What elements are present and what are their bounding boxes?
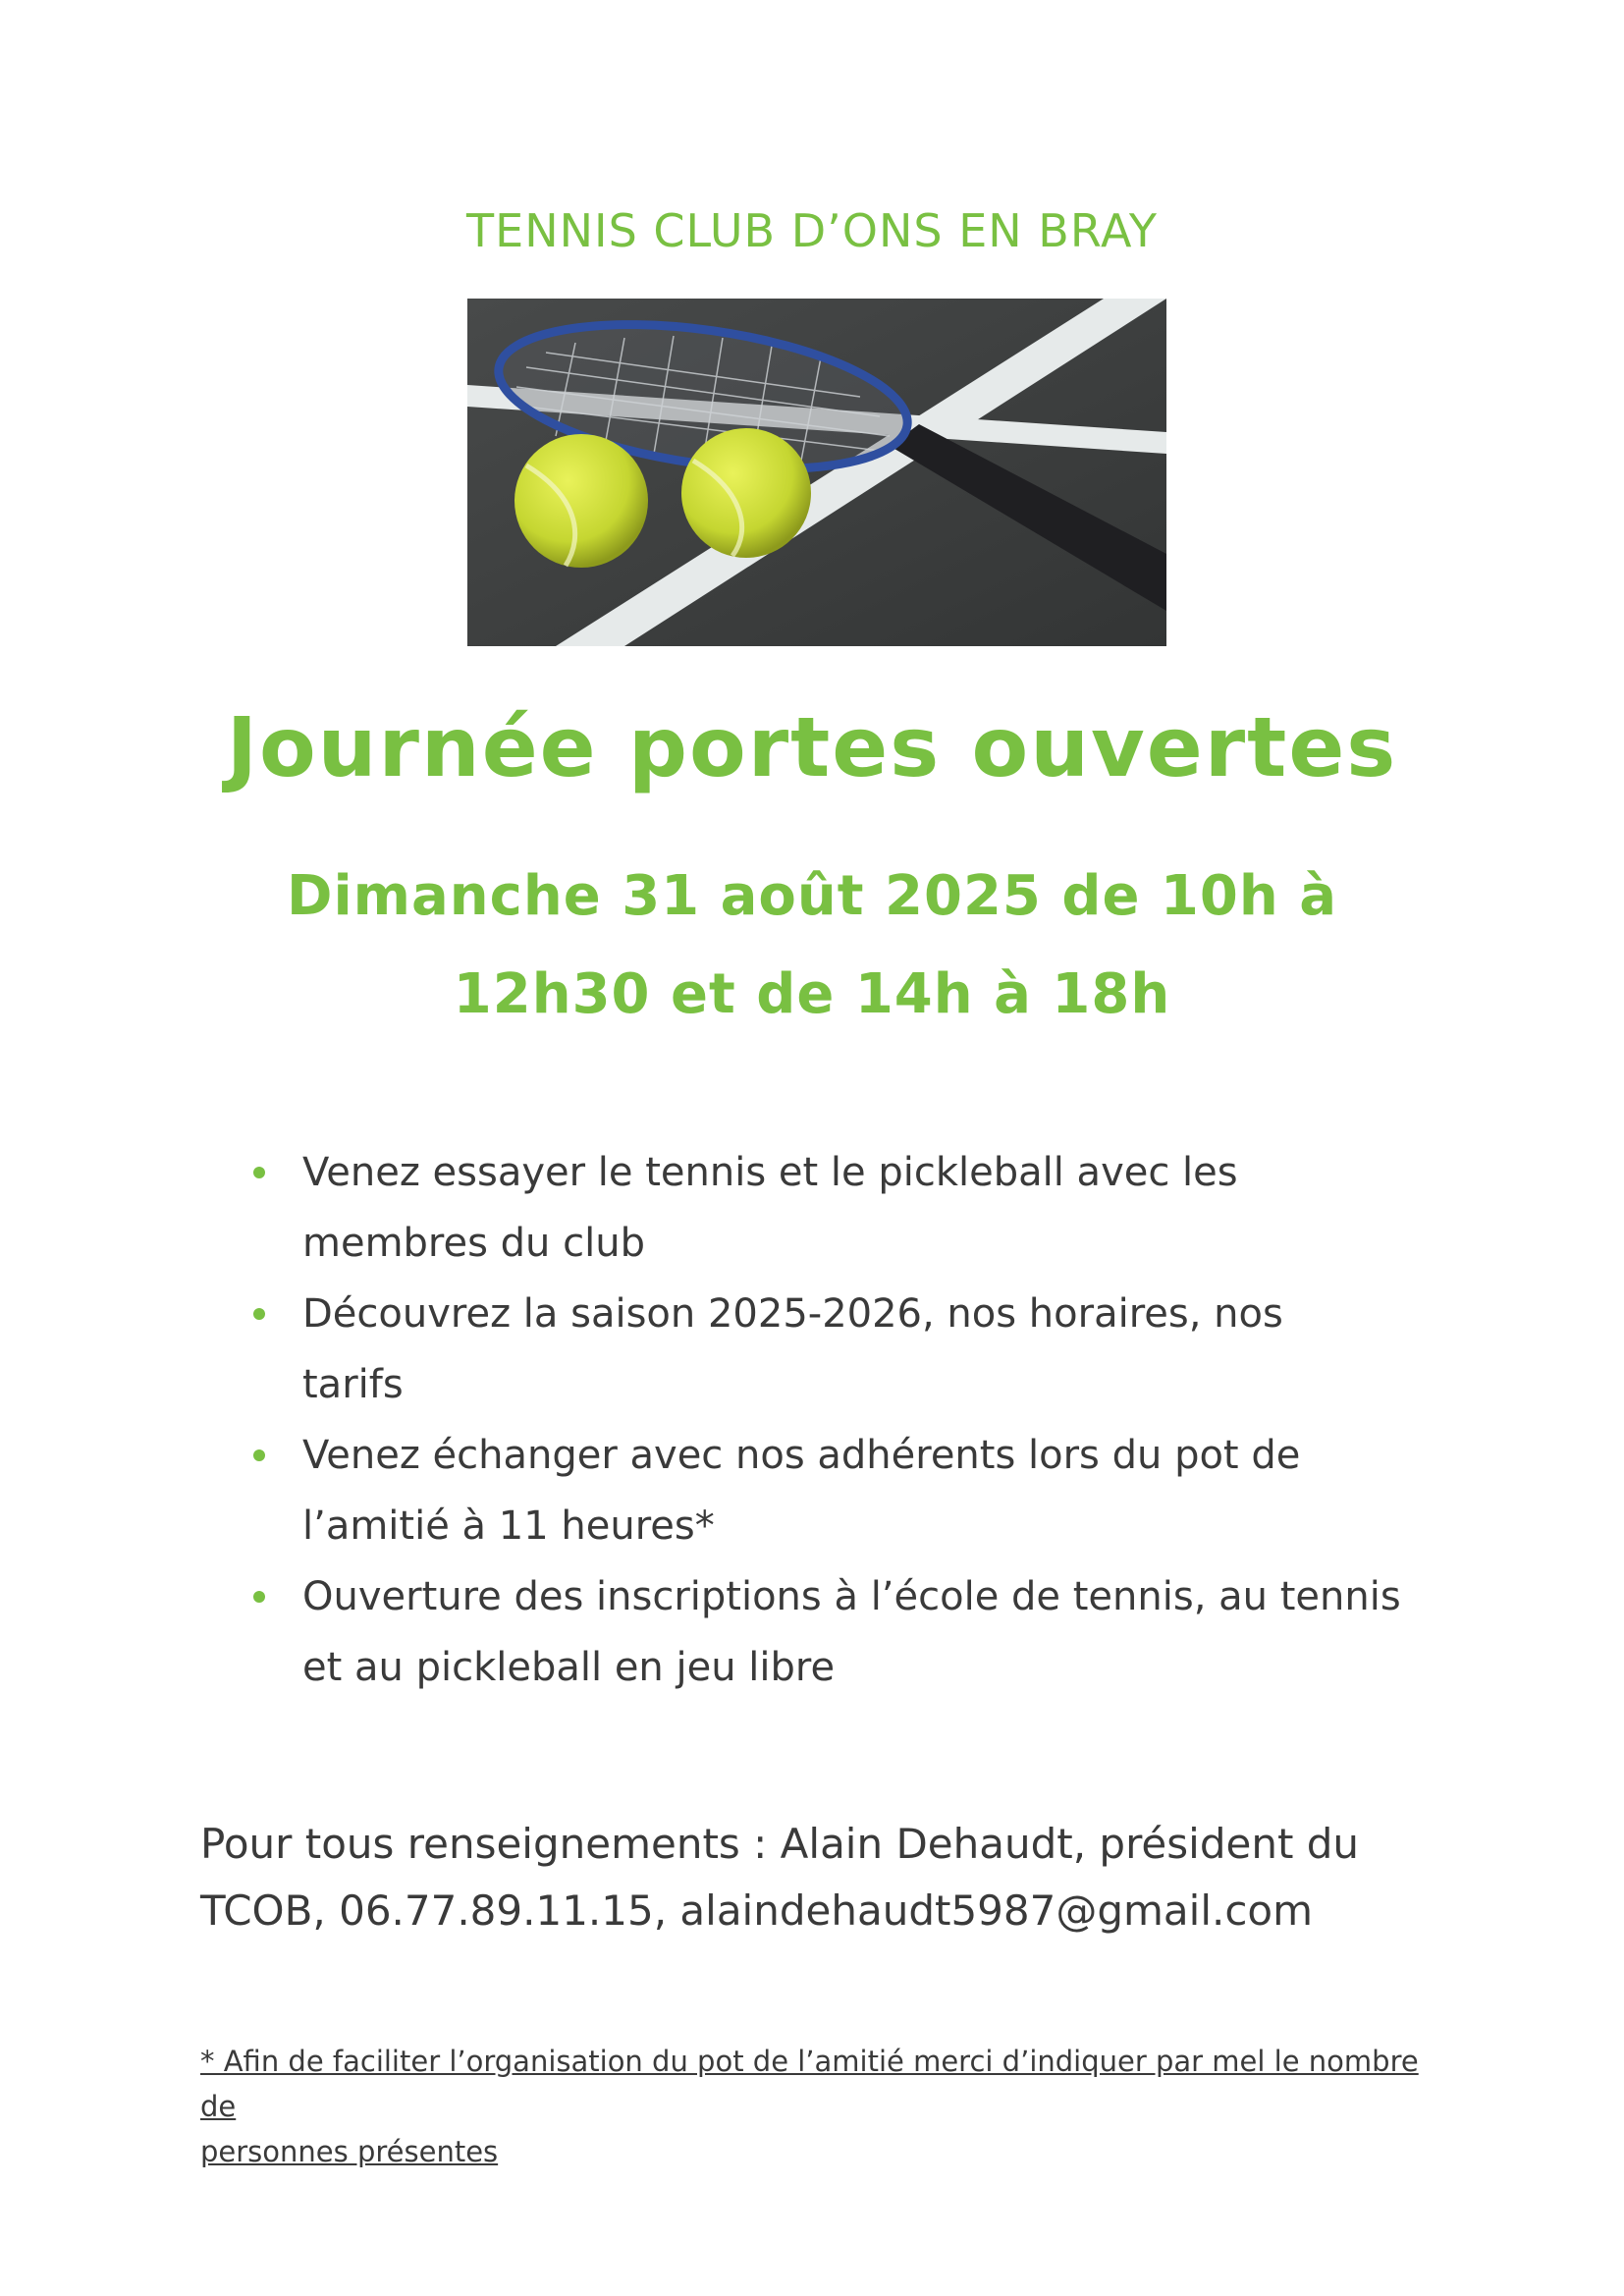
club-title: TENNIS CLUB D’ONS EN BRAY	[466, 204, 1158, 257]
list-item: Ouverture des inscriptions à l’école de tennis, au tennis et au pickleball en jeu libre	[245, 1561, 1453, 1703]
footnote-line-2: personnes présentes	[200, 2135, 499, 2168]
activities-list	[245, 1137, 1453, 1703]
contact-info	[200, 1811, 1437, 1944]
list-item: Venez échanger avec nos adhérents lors du pot de l’amitié à 11 heures*	[245, 1420, 1453, 1561]
contact-line-1: Pour tous renseignements : Alain Dehaudt, président du	[200, 1820, 1360, 1868]
event-title: Journée portes ouvertes	[226, 699, 1398, 795]
tennis-racket-balls-image	[467, 299, 1166, 646]
footnote-line-1: * Afin de faciliter l’organisation du pot de l’amitié merci d’indiquer par mel le nombre de	[200, 2045, 1419, 2123]
event-date-line-1: Dimanche 31 août 2025 de 10h à	[286, 864, 1338, 928]
bullet-icon	[253, 1449, 265, 1461]
bullet-icon	[253, 1591, 265, 1603]
tennis-ball-right	[681, 428, 811, 558]
list-item: Venez essayer le tennis et le pickleball avec les membres du club	[245, 1137, 1453, 1279]
bullet-icon	[253, 1308, 265, 1320]
tennis-ball-left	[514, 434, 648, 568]
contact-line-2: TCOB, 06.77.89.11.15, alaindehaudt5987@gmail.com	[200, 1886, 1314, 1935]
list-item: Découvrez la saison 2025-2026, nos horaires, nos tarifs	[245, 1279, 1453, 1420]
footnote	[200, 2039, 1437, 2174]
tennis-photo	[467, 299, 1166, 646]
bullet-icon	[253, 1167, 265, 1178]
event-date-line-2: 12h30 et de 14h à 18h	[453, 962, 1171, 1026]
